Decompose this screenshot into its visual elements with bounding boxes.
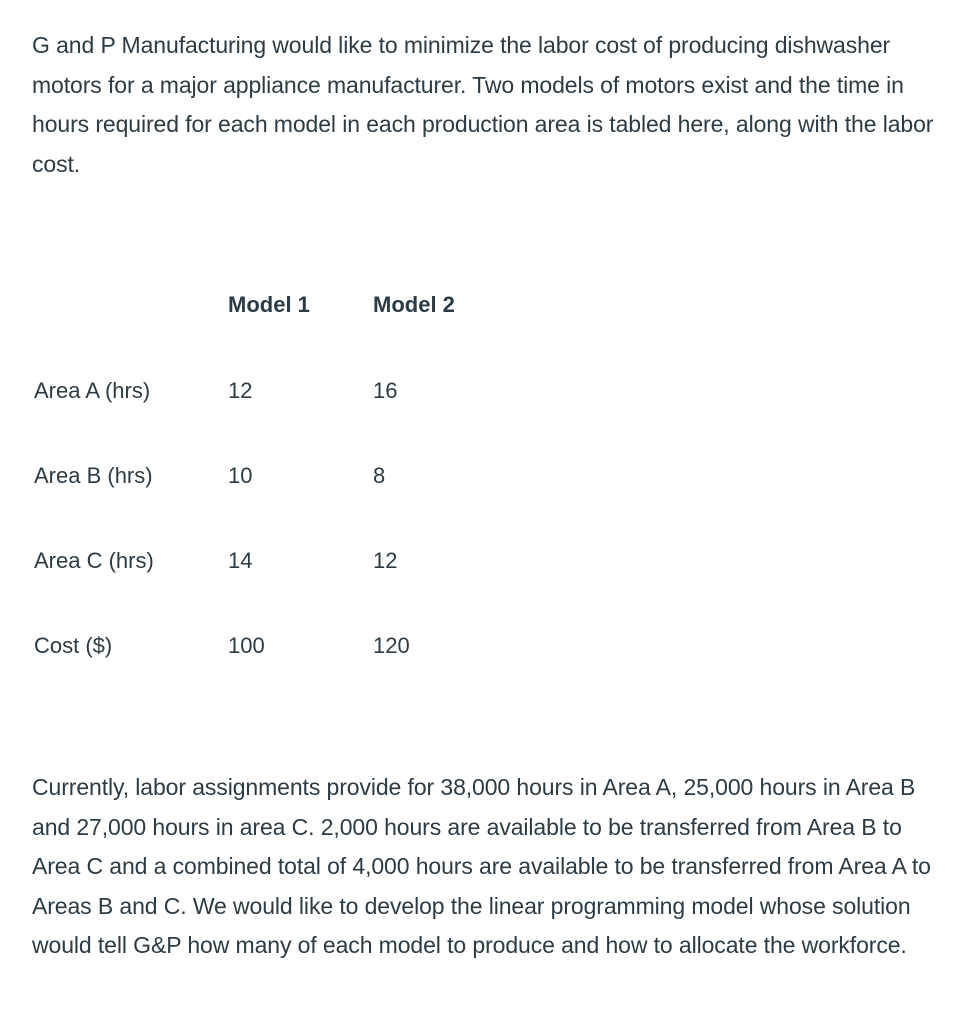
cell-area-b-model-2: 8: [373, 463, 386, 488]
row-label-area-a: Area A (hrs): [34, 378, 151, 403]
cell-area-a-model-1: 12: [228, 378, 253, 403]
cell-area-a-model-2: 16: [373, 378, 398, 403]
header-model-1: Model 1: [228, 292, 310, 317]
cell-area-b-model-1: 10: [228, 463, 253, 488]
cell-cost-model-1: 100: [228, 633, 265, 658]
intro-paragraph: G and P Manufacturing would like to minimize the labor cost of producing dishwasher motors for a major appliance manufacturer. Two models of motors exist and the time in hours required for each model in each production area is tabled here, along with the labor cost.: [32, 32, 934, 177]
header-model-2: Model 2: [373, 292, 455, 317]
row-label-area-c: Area C (hrs): [34, 548, 154, 573]
outro-paragraph: Currently, labor assignments provide for 38,000 hours in Area A, 25,000 hours in Area B and 27,000 hours in area C. 2,000 hours are available to be transferred from Area B to Area C and a combined total of 4,000 hours are available to be transferred from Area A to Areas B and C. We would like to develop the linear programming model whose solution would tell G&P how many of each model to produce and how to allocate the workforce.: [32, 774, 931, 958]
cell-area-c-model-1: 14: [228, 548, 253, 573]
cell-cost-model-2: 120: [373, 633, 410, 658]
row-label-area-b: Area B (hrs): [34, 463, 153, 488]
cell-area-c-model-2: 12: [373, 548, 398, 573]
row-label-cost: Cost ($): [34, 633, 113, 658]
